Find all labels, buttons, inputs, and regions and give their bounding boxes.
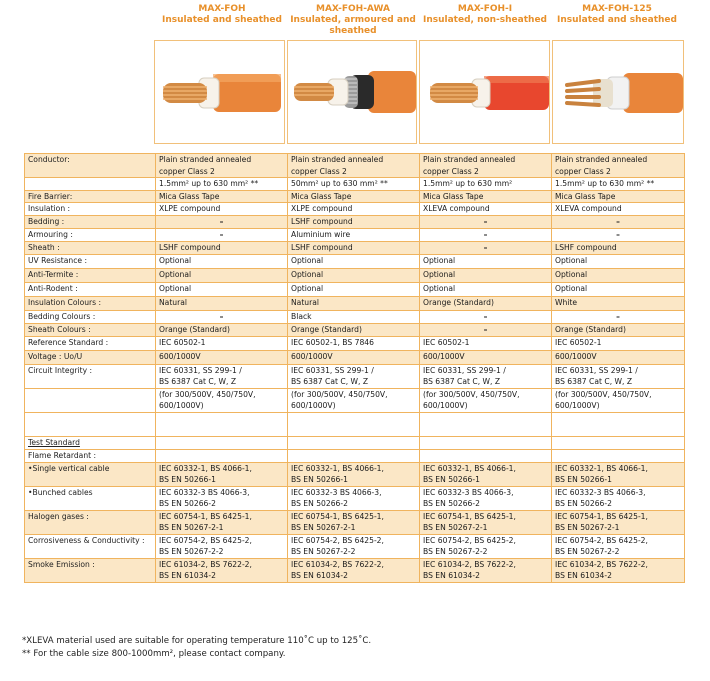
- cable-image-max-foh-awa: [287, 40, 417, 144]
- product-subtitle: Insulated and sheathed: [557, 15, 677, 25]
- table-cell: LSHF compound: [552, 241, 685, 254]
- table-cell: [552, 436, 685, 449]
- table-row: [25, 310, 685, 323]
- table-cell: IEC 60331, SS 299-1 / BS 6387 Cat C, W, Z: [552, 364, 685, 388]
- table-cell: [420, 436, 552, 449]
- table-cell: IEC 60754-2, BS 6425-2, BS EN 50267-2-2: [288, 534, 420, 558]
- table-cell: (for 300/500V, 450/750V, 600/1000V): [288, 388, 420, 412]
- table-cell: Mica Glass Tape: [552, 190, 685, 203]
- table-cell: IEC 60332-3 BS 4066-3, BS EN 50266-2: [420, 486, 552, 510]
- table-cell: Plain stranded annealed copper Class 2: [156, 154, 288, 178]
- table-cell: [156, 449, 288, 462]
- table-cell: Optional: [552, 282, 685, 296]
- table-cell: 600/1000V: [552, 350, 685, 364]
- table-cell: –: [156, 310, 288, 323]
- table-row: [25, 241, 685, 254]
- table-cell: Plain stranded annealed copper Class 2: [288, 154, 420, 178]
- table-cell: [552, 412, 685, 436]
- table-cell: 600/1000V: [288, 350, 420, 364]
- table-row: [25, 323, 685, 336]
- table-cell: Natural: [156, 296, 288, 310]
- row-label: Voltage : Uo/U: [25, 350, 156, 364]
- table-cell: Mica Glass Tape: [420, 190, 552, 203]
- table-cell: [288, 412, 420, 436]
- table-cell: IEC 60332-3 BS 4066-3, BS EN 50266-2: [288, 486, 420, 510]
- product-title-1: [158, 4, 286, 26]
- table-cell: –: [552, 215, 685, 228]
- table-cell: 1.5mm² up to 630 mm² **: [552, 178, 685, 191]
- row-label: UV Resistance :: [25, 254, 156, 268]
- table-cell: IEC 61034-2, BS 7622-2, BS EN 61034-2: [420, 558, 552, 582]
- table-cell: Optional: [552, 268, 685, 282]
- table-cell: –: [420, 241, 552, 254]
- row-label: Insulation Colours :: [25, 296, 156, 310]
- row-label: Anti-Rodent :: [25, 282, 156, 296]
- table-row: [25, 228, 685, 241]
- table-row: [25, 336, 685, 350]
- table-cell: White: [552, 296, 685, 310]
- table-cell: IEC 60502-1: [156, 336, 288, 350]
- table-cell: Mica Glass Tape: [288, 190, 420, 203]
- table-cell: IEC 60754-1, BS 6425-1, BS EN 50267-2-1: [552, 510, 685, 534]
- table-cell: –: [156, 228, 288, 241]
- row-label: Smoke Emission :: [25, 558, 156, 582]
- row-label: Corrosiveness & Conductivity :: [25, 534, 156, 558]
- table-cell: IEC 61034-2, BS 7622-2, BS EN 61034-2: [288, 558, 420, 582]
- row-label: Sheath :: [25, 241, 156, 254]
- table-cell: 600/1000V: [156, 350, 288, 364]
- table-row: [25, 268, 685, 282]
- table-row: [25, 412, 685, 436]
- table-cell: IEC 60332-1, BS 4066-1, BS EN 50266-1: [156, 462, 288, 486]
- table-row: [25, 203, 685, 216]
- table-row: [25, 486, 685, 510]
- table-cell: Plain stranded annealed copper Class 2: [420, 154, 552, 178]
- table-row: [25, 388, 685, 412]
- table-cell: XLEVA compound: [420, 203, 552, 216]
- table-cell: Optional: [420, 282, 552, 296]
- table-cell: IEC 60754-2, BS 6425-2, BS EN 50267-2-2: [156, 534, 288, 558]
- table-cell: IEC 60332-1, BS 4066-1, BS EN 50266-1: [420, 462, 552, 486]
- table-cell: IEC 60332-3 BS 4066-3, BS EN 50266-2: [552, 486, 685, 510]
- row-label: Sheath Colours :: [25, 323, 156, 336]
- table-cell: IEC 60332-1, BS 4066-1, BS EN 50266-1: [552, 462, 685, 486]
- table-cell: [288, 449, 420, 462]
- row-label: Reference Standard :: [25, 336, 156, 350]
- table-cell: IEC 60502-1: [552, 336, 685, 350]
- table-cell: Mica Glass Tape: [156, 190, 288, 203]
- table-cell: XLPE compound: [156, 203, 288, 216]
- table-cell: –: [156, 215, 288, 228]
- footnote-1: *XLEVA material used are suitable for operating temperature 110˚C up to 125˚C.: [22, 636, 372, 646]
- table-cell: Orange (Standard): [156, 323, 288, 336]
- cable-image-max-foh-125: [552, 40, 684, 144]
- row-label: •Bunched cables: [25, 486, 156, 510]
- table-cell: IEC 60754-2, BS 6425-2, BS EN 50267-2-2: [552, 534, 685, 558]
- product-subtitle: Insulated and sheathed: [162, 15, 282, 25]
- table-cell: IEC 60331, SS 299-1 / BS 6387 Cat C, W, Z: [420, 364, 552, 388]
- table-cell: (for 300/500V, 450/750V, 600/1000V): [420, 388, 552, 412]
- table-cell: Orange (Standard): [420, 296, 552, 310]
- table-cell: Optional: [552, 254, 685, 268]
- table-cell: [420, 449, 552, 462]
- table-cell: XLPE compound: [288, 203, 420, 216]
- table-cell: –: [420, 215, 552, 228]
- table-cell: Optional: [156, 254, 288, 268]
- table-cell: 600/1000V: [420, 350, 552, 364]
- product-name: MAX-FOH-AWA: [316, 4, 390, 14]
- table-row: [25, 154, 685, 178]
- row-label: Bedding :: [25, 215, 156, 228]
- table-cell: LSHF compound: [288, 241, 420, 254]
- table-row: [25, 436, 685, 449]
- table-cell: [420, 412, 552, 436]
- table-cell: –: [552, 310, 685, 323]
- table-cell: LSHF compound: [288, 215, 420, 228]
- table-cell: Natural: [288, 296, 420, 310]
- table-cell: IEC 60331, SS 299-1 / BS 6387 Cat C, W, Z: [156, 364, 288, 388]
- table-cell: Optional: [288, 254, 420, 268]
- row-label: Anti-Termite :: [25, 268, 156, 282]
- table-row: [25, 462, 685, 486]
- footnote-2: ** For the cable size 800-1000mm², please contact company.: [22, 649, 286, 659]
- product-title-2: [288, 4, 418, 37]
- table-cell: –: [420, 323, 552, 336]
- table-row: [25, 449, 685, 462]
- table-cell: XLEVA compound: [552, 203, 685, 216]
- table-cell: IEC 60754-2, BS 6425-2, BS EN 50267-2-2: [420, 534, 552, 558]
- table-cell: IEC 60502-1, BS 7846: [288, 336, 420, 350]
- specification-table: [24, 153, 685, 583]
- row-label: Armouring :: [25, 228, 156, 241]
- row-label: Conductor:: [25, 154, 156, 178]
- table-cell: Plain stranded annealed copper Class 2: [552, 154, 685, 178]
- row-label: Test Standard: [25, 436, 156, 449]
- row-label: Insulation :: [25, 203, 156, 216]
- table-cell: (for 300/500V, 450/750V, 600/1000V): [552, 388, 685, 412]
- table-cell: (for 300/500V, 450/750V, 600/1000V): [156, 388, 288, 412]
- table-cell: Aluminium wire: [288, 228, 420, 241]
- table-cell: Orange (Standard): [288, 323, 420, 336]
- table-cell: Optional: [420, 254, 552, 268]
- table-cell: [552, 449, 685, 462]
- product-subtitle: Insulated, armoured and sheathed: [290, 15, 416, 36]
- row-label: Circuit Integrity :: [25, 364, 156, 388]
- table-cell: Optional: [288, 282, 420, 296]
- cable-image-max-foh-i: [419, 40, 550, 144]
- table-cell: [288, 436, 420, 449]
- product-title-3: [420, 4, 550, 26]
- row-label: [25, 388, 156, 412]
- table-cell: IEC 60754-1, BS 6425-1, BS EN 50267-2-1: [420, 510, 552, 534]
- table-row: [25, 558, 685, 582]
- row-label: Flame Retardant :: [25, 449, 156, 462]
- table-cell: IEC 61034-2, BS 7622-2, BS EN 61034-2: [156, 558, 288, 582]
- table-cell: Optional: [156, 268, 288, 282]
- table-cell: Black: [288, 310, 420, 323]
- row-label: Bedding Colours :: [25, 310, 156, 323]
- table-row: [25, 282, 685, 296]
- table-cell: [156, 436, 288, 449]
- table-row: [25, 350, 685, 364]
- table-cell: LSHF compound: [156, 241, 288, 254]
- table-cell: 1.5mm² up to 630 mm²: [420, 178, 552, 191]
- table-row: [25, 510, 685, 534]
- table-row: [25, 534, 685, 558]
- table-cell: IEC 61034-2, BS 7622-2, BS EN 61034-2: [552, 558, 685, 582]
- table-row: [25, 254, 685, 268]
- cable-image-max-foh: [154, 40, 285, 144]
- table-row: [25, 364, 685, 388]
- product-name: MAX-FOH-125: [582, 4, 652, 14]
- row-label: [25, 178, 156, 191]
- table-cell: IEC 60502-1: [420, 336, 552, 350]
- table-cell: IEC 60754-1, BS 6425-1, BS EN 50267-2-1: [156, 510, 288, 534]
- table-cell: Orange (Standard): [552, 323, 685, 336]
- table-cell: –: [420, 228, 552, 241]
- product-header: [0, 0, 710, 150]
- product-title-4: [552, 4, 682, 26]
- table-row: [25, 296, 685, 310]
- table-row: [25, 215, 685, 228]
- table-cell: 1.5mm² up to 630 mm² **: [156, 178, 288, 191]
- product-name: MAX-FOH: [198, 4, 246, 14]
- table-cell: IEC 60754-1, BS 6425-1, BS EN 50267-2-1: [288, 510, 420, 534]
- table-cell: Optional: [288, 268, 420, 282]
- table-row: [25, 178, 685, 191]
- table-row: [25, 190, 685, 203]
- product-name: MAX-FOH-I: [457, 4, 513, 14]
- product-subtitle: Insulated, non-sheathed: [422, 15, 547, 25]
- table-cell: Optional: [420, 268, 552, 282]
- table-cell: IEC 60332-3 BS 4066-3, BS EN 50266-2: [156, 486, 288, 510]
- table-cell: Optional: [156, 282, 288, 296]
- row-label: Halogen gases :: [25, 510, 156, 534]
- table-cell: IEC 60331, SS 299-1 / BS 6387 Cat C, W, Z: [288, 364, 420, 388]
- table-cell: –: [552, 228, 685, 241]
- table-cell: IEC 60332-1, BS 4066-1, BS EN 50266-1: [288, 462, 420, 486]
- table-cell: –: [420, 310, 552, 323]
- table-cell: [156, 412, 288, 436]
- row-label: Fire Barrier:: [25, 190, 156, 203]
- table-cell: 50mm² up to 630 mm² **: [288, 178, 420, 191]
- row-label: [25, 412, 156, 436]
- row-label: •Single vertical cable: [25, 462, 156, 486]
